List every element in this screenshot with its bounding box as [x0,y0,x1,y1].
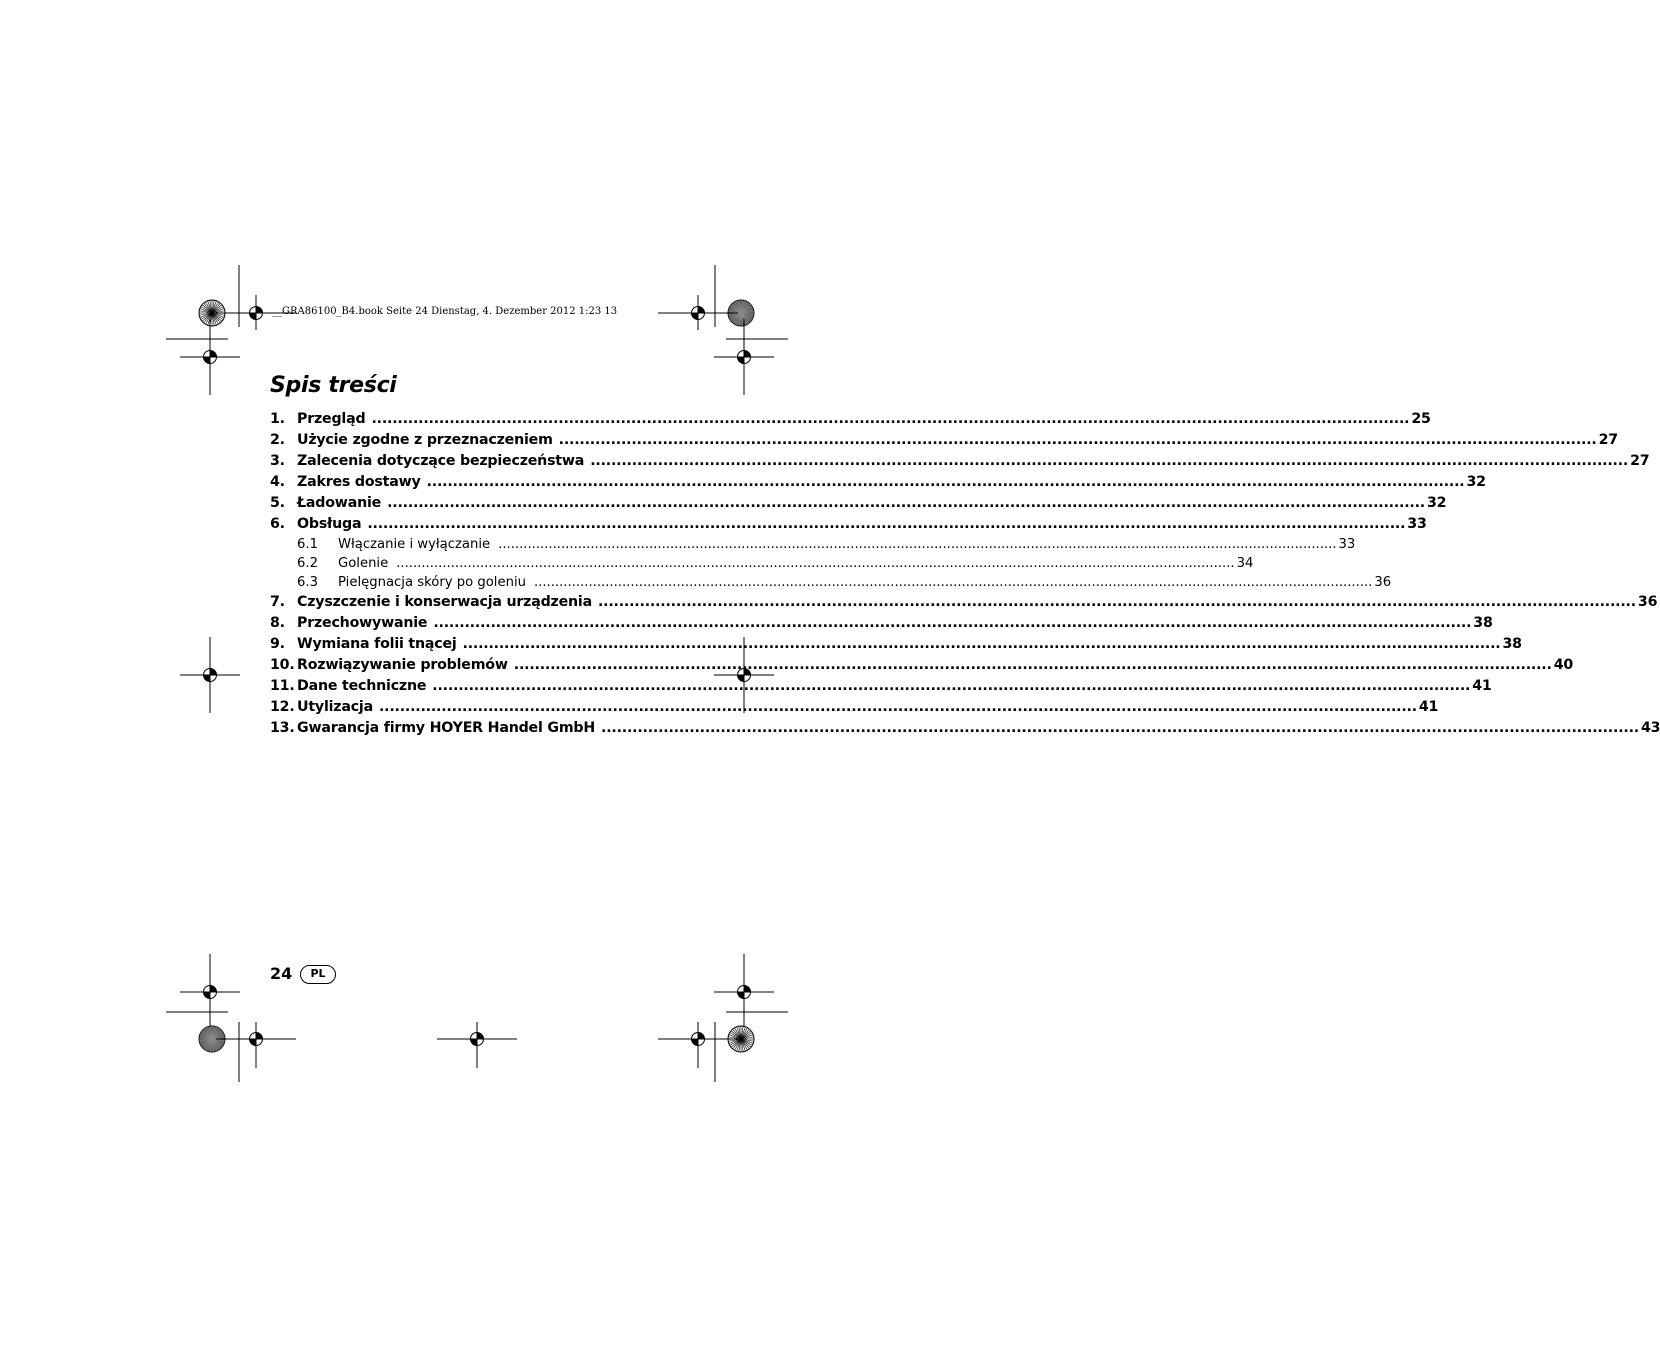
toc-entry-page: 32 [1466,474,1486,490]
toc-entry-page: 33 [1338,537,1356,552]
toc-entry-number: 8. [270,615,285,631]
toc-entry-page: 27 [1630,453,1650,469]
toc-entry [270,516,1427,537]
toc-entry-number: 1. [270,411,285,427]
toc-leader-dots: ........................................................................................................................................................................................................ [558,432,1597,448]
toc-leader-dots: ........................................................................................................................................................................................................ [601,720,1639,736]
toc-leader-dots: ........................................................................................................................................................................................................ [387,495,1425,511]
toc-entry-page: 41 [1472,678,1492,694]
registration-crosshair-icon [714,954,774,1030]
toc-entry-page: 36 [1637,594,1658,610]
toc-entry-number: 2. [270,432,285,448]
toc-entry-page: 43 [1640,720,1660,736]
toc-leader-dots: ........................................................................................................................................................................................................ [597,594,1636,610]
toc-entry-page: 36 [1374,575,1392,590]
toc-entry [270,657,1574,678]
toc-entry [270,453,1650,474]
toc-leader-dots: ........................................................................................................................................................................................................ [433,615,1472,631]
toc-entry-label: Gwarancja firmy HOYER Handel GmbH [297,720,596,736]
toc-leader-dots: ........................................................................................................................................................................................................ [533,575,1373,590]
toc-subentry [270,537,1356,556]
toc-entry-number: 11. [270,678,295,694]
toc-entry-number: 5. [270,495,285,511]
toc-leader-dots: ........................................................................................................................................................................................................ [462,636,1501,652]
toc-entry [270,495,1447,516]
toc-entry-page: 33 [1407,516,1427,532]
toc-entry-label: Dane techniczne [297,678,427,694]
toc-entry-label: Utylizacja [297,699,373,715]
toc-entry-page: 41 [1418,699,1439,715]
toc-subentry [270,575,1392,594]
toc-entry [270,594,1658,615]
toc-entry-label: Zakres dostawy [297,474,421,490]
toc-entry-page: 38 [1502,636,1522,652]
toc-entry-number: 7. [270,594,285,610]
toc-entry-page: 32 [1426,495,1447,511]
toc-entry [270,699,1439,720]
registration-crosshair-icon [180,637,240,713]
toc-leader-dots: ........................................................................................................................................................................................................ [367,516,1406,532]
toc-entry-page: 40 [1553,657,1574,673]
toc-entry-page: 34 [1236,556,1254,571]
toc-entry-label: Użycie zgodne z przeznaczeniem [297,432,553,448]
toc-entry-number: 6.1 [297,537,318,552]
toc-entry-number: 12. [270,699,295,715]
toc-entry-label: Włączanie i wyłączanie [338,537,491,552]
toc-entry-label: Wymiana folii tnącej [297,636,457,652]
toc-entry-number: 10. [270,657,295,673]
toc-entry-number: 4. [270,474,285,490]
toc-leader-dots: ........................................................................................................................................................................................................ [396,556,1235,571]
toc-entry-number: 6.2 [297,556,318,571]
toc-entry-page: 25 [1411,411,1431,427]
page-title: Spis treści [270,373,397,398]
toc-leader-dots: ........................................................................................................................................................................................................ [426,474,1465,490]
toc-entry [270,411,1431,432]
toc-leader-dots: ........................................................................................................................................................................................................ [590,453,1629,469]
toc-entry-label: Obsługa [297,516,362,532]
toc-leader-dots: ........................................................................................................................................................................................................ [371,411,1410,427]
toc-entry-label: Golenie [338,556,389,571]
toc-entry [270,720,1660,741]
toc-entry [270,678,1492,699]
toc-entry [270,615,1493,636]
page-number: 24 [270,964,293,983]
toc-entry-label: Pielęgnacja skóry po goleniu [338,575,526,590]
toc-leader-dots: ........................................................................................................................................................................................................ [498,537,1337,552]
toc-entry-page: 38 [1473,615,1493,631]
toc-leader-dots: ........................................................................................................................................................................................................ [378,699,1417,715]
toc-subentry [270,556,1254,575]
toc-entry-number: 6. [270,516,285,532]
toc-entry-page: 27 [1598,432,1618,448]
toc-leader-dots: ........................................................................................................................................................................................................ [432,678,1471,694]
toc-entry [270,432,1618,453]
table-of-contents [270,411,1660,741]
registration-crosshair-icon [180,954,240,1030]
toc-leader-dots: ........................................................................................................................................................................................................ [513,657,1552,673]
toc-entry [270,474,1486,495]
toc-entry-number: 13. [270,720,295,736]
toc-entry-label: Zalecenia dotyczące bezpieczeństwa [297,453,585,469]
toc-entry-label: Przechowywanie [297,615,428,631]
toc-entry-number: 9. [270,636,285,652]
language-badge: PL [300,965,336,984]
toc-entry [270,636,1522,657]
print-info-line: __GRA86100_B4.book Seite 24 Dienstag, 4. Dezember 2012 1:23 13 [272,306,618,317]
toc-entry-number: 3. [270,453,285,469]
toc-entry-label: Rozwiązywanie problemów [297,657,508,673]
toc-entry-label: Przegląd [297,411,366,427]
toc-entry-label: Ładowanie [297,495,382,511]
toc-entry-number: 6.3 [297,575,318,590]
toc-entry-label: Czyszczenie i konserwacja urządzenia [297,594,592,610]
